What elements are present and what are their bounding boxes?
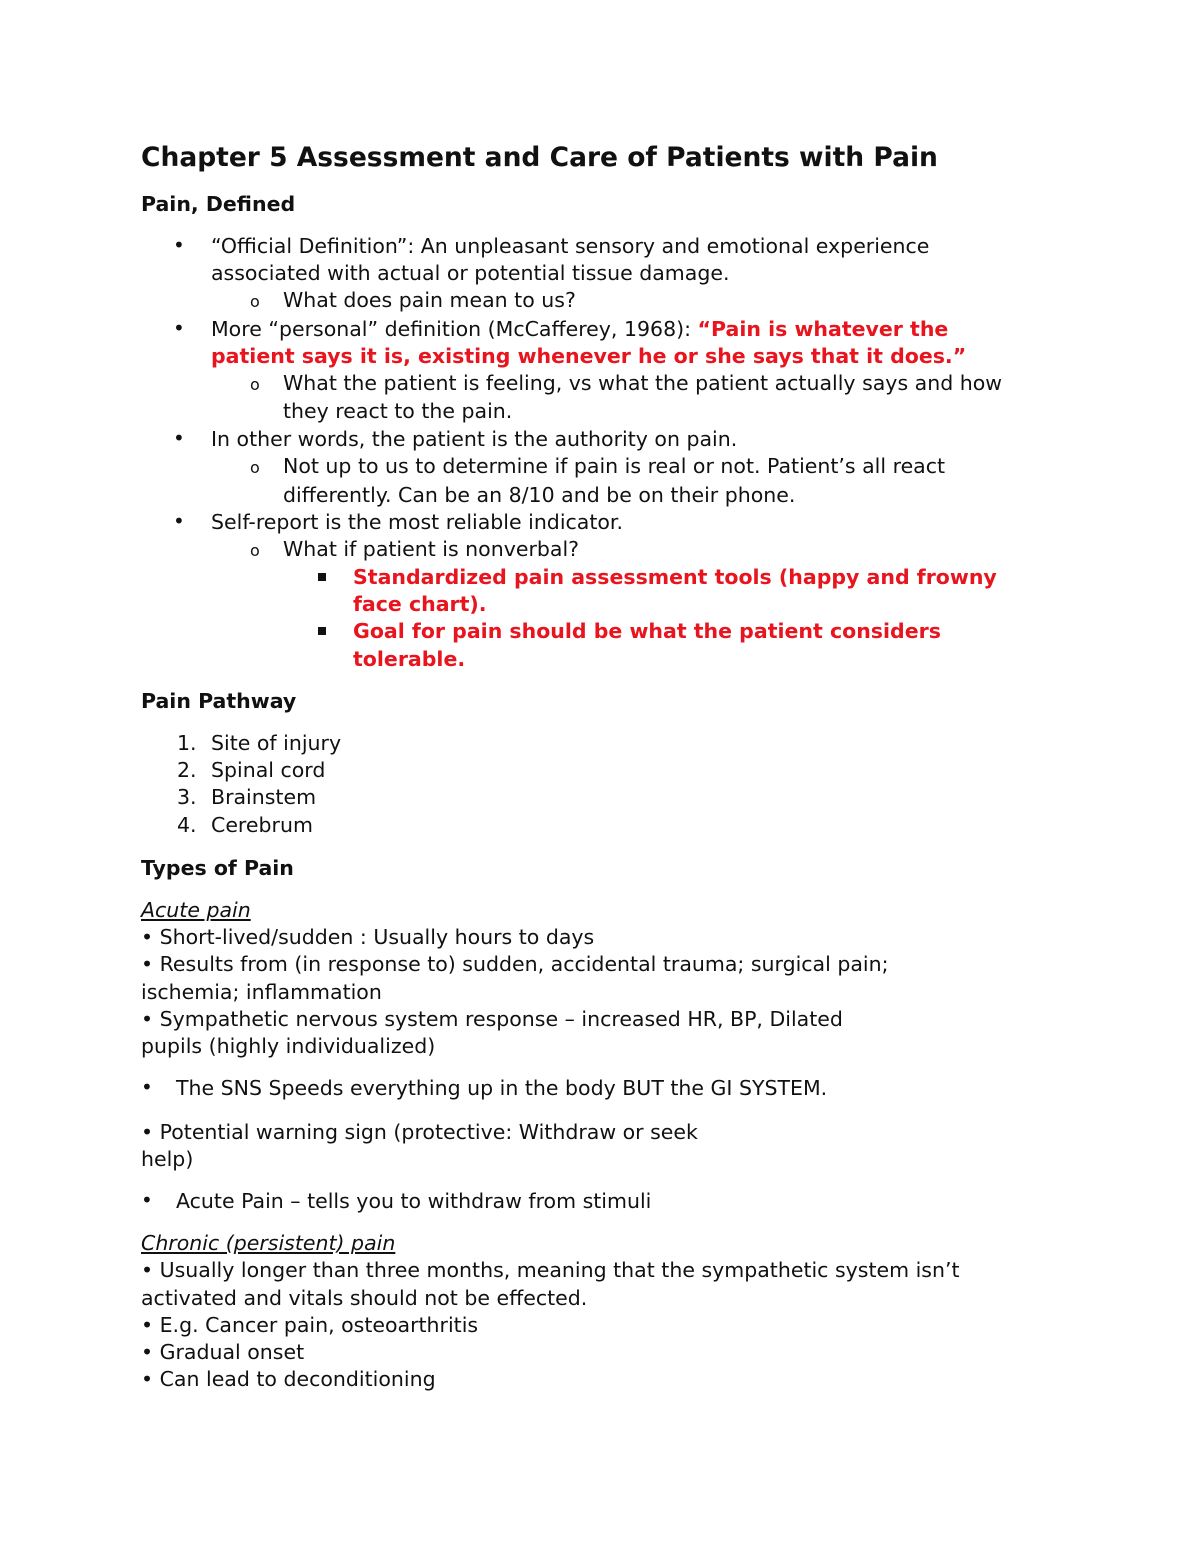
chronic-line: activated and vitals should not be effected.: [141, 1286, 588, 1310]
acute-line: pupils (highly individualized): [141, 1034, 436, 1058]
numbered-item-num: 4.: [177, 813, 197, 837]
bullet-item: In other words, the patient is the authority on pain.: [211, 427, 738, 451]
bullet-icon: •: [173, 316, 185, 340]
sub-bullet-icon: o: [250, 292, 260, 311]
bullet-icon: •: [141, 1075, 153, 1099]
square-bullet-icon: [318, 573, 326, 581]
numbered-item: Site of injury: [211, 731, 342, 755]
quote-text: patient says it is, existing whenever he or she says that it does.”: [211, 344, 967, 368]
definition-line: “Official Definition”: An unpleasant sensory and emotional experience: [211, 234, 930, 258]
numbered-item: Spinal cord: [211, 758, 326, 782]
acute-line: • Sympathetic nervous system response – increased HR, BP, Dilated: [141, 1007, 843, 1031]
definition-line: associated with actual or potential tissue damage.: [211, 261, 730, 285]
red-note: Standardized pain assessment tools (happy and frowny: [353, 565, 997, 589]
chronic-line: • Usually longer than three months, meaning that the sympathetic system isn’t: [141, 1258, 960, 1282]
sub-item: differently. Can be an 8/10 and be on their phone.: [283, 483, 796, 507]
personal-definition-line: [211, 316, 948, 343]
acute-line: help): [141, 1147, 194, 1171]
acute-line: ischemia; inflammation: [141, 980, 382, 1004]
subheading-acute-pain: Acute pain: [141, 898, 251, 922]
acute-line: • Potential warning sign (protective: Withdraw or seek: [141, 1120, 698, 1144]
bullet-icon: •: [173, 509, 185, 533]
section-heading-types-of-pain: Types of Pain: [141, 856, 294, 880]
sub-item: What does pain mean to us?: [283, 288, 576, 312]
numbered-item-num: 2.: [177, 758, 197, 782]
chronic-line: • E.g. Cancer pain, osteoarthritis: [141, 1313, 479, 1337]
sub-item: What if patient is nonverbal?: [283, 537, 580, 561]
chronic-line: • Can lead to deconditioning: [141, 1367, 436, 1391]
subheading-chronic-pain: Chronic (persistent) pain: [141, 1231, 396, 1255]
red-note: Goal for pain should be what the patient considers: [353, 619, 941, 643]
bullet-icon: •: [173, 233, 185, 257]
numbered-item-num: 1.: [177, 731, 197, 755]
numbered-item: Cerebrum: [211, 813, 313, 837]
page-title: Chapter 5 Assessment and Care of Patients with Pain: [141, 142, 938, 173]
chronic-line: • Gradual onset: [141, 1340, 305, 1364]
sub-bullet-icon: o: [250, 375, 260, 394]
sub-item: they react to the pain.: [283, 399, 513, 423]
bullet-icon: •: [141, 1188, 153, 1212]
acute-line: • Short-lived/sudden : Usually hours to days: [141, 925, 595, 949]
personal-definition-prefix: More “personal” definition (McCafferey, 1968):: [211, 317, 698, 341]
numbered-item: Brainstem: [211, 785, 317, 809]
quote-text: “Pain is whatever the: [697, 317, 949, 341]
acute-bullet: The SNS Speeds everything up in the body BUT the GI SYSTEM.: [176, 1076, 828, 1100]
sub-bullet-icon: o: [250, 458, 260, 477]
section-heading-pain-defined: Pain, Defined: [141, 192, 296, 216]
square-bullet-icon: [318, 627, 326, 635]
section-heading-pain-pathway: Pain Pathway: [141, 689, 297, 713]
acute-bullet: Acute Pain – tells you to withdraw from stimuli: [176, 1189, 652, 1213]
red-note: face chart).: [353, 592, 487, 616]
sub-item: What the patient is feeling, vs what the patient actually says and how: [283, 371, 1003, 395]
sub-bullet-icon: o: [250, 541, 260, 560]
sub-item: Not up to us to determine if pain is real or not. Patient’s all react: [283, 454, 946, 478]
red-note: tolerable.: [353, 647, 466, 671]
acute-line: • Results from (in response to) sudden, accidental trauma; surgical pain;: [141, 952, 889, 976]
bullet-icon: •: [173, 426, 185, 450]
numbered-item-num: 3.: [177, 785, 197, 809]
bullet-item: Self-report is the most reliable indicator.: [211, 510, 623, 534]
